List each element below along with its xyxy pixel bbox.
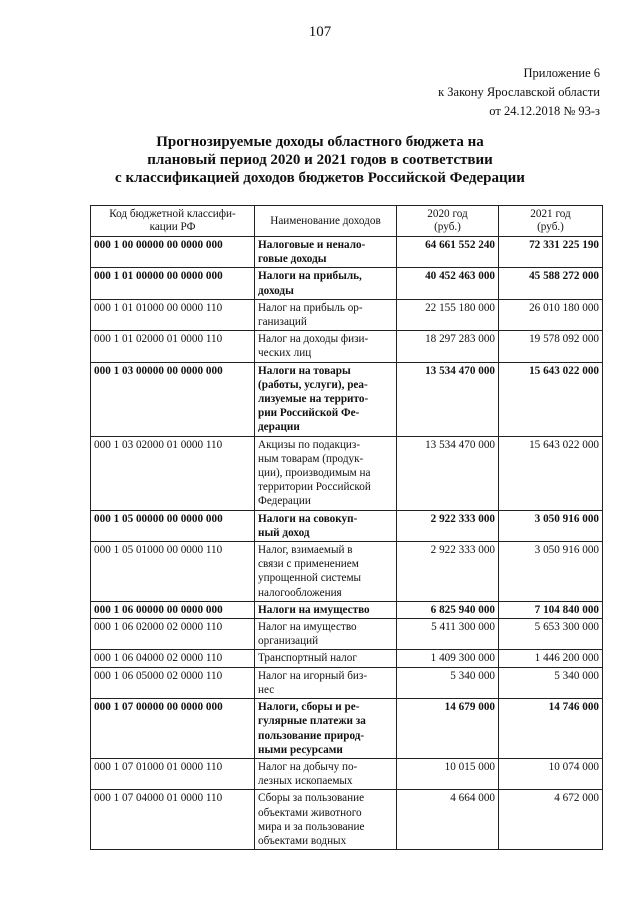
cell-name-line: Налоги на имущество <box>258 603 370 616</box>
cell-name-line: Налоги на прибыль, <box>258 270 362 283</box>
header-code-line: кации РФ <box>149 221 196 233</box>
cell-amount-2021: 45 588 272 000 <box>499 268 603 299</box>
cell-amount-2020: 14 679 000 <box>397 699 499 759</box>
header-code <box>91 206 255 237</box>
cell-name <box>255 758 397 789</box>
cell-name <box>255 510 397 541</box>
appendix-line: от 24.12.2018 № 93-з <box>489 104 600 118</box>
cell-amount-2020: 5 340 000 <box>397 667 499 698</box>
table-row <box>91 619 603 650</box>
table-row <box>91 237 603 268</box>
cell-code: 000 1 01 01000 00 0000 110 <box>91 299 255 330</box>
cell-name-line: Налог, взимаемый в <box>258 544 353 557</box>
cell-name-line: территории Российской <box>258 481 371 494</box>
cell-name-line: объектами водных <box>258 834 347 847</box>
table-row <box>91 601 603 618</box>
title-line: Прогнозируемые доходы областного бюджета на <box>156 134 484 150</box>
cell-amount-2020: 5 411 300 000 <box>397 619 499 650</box>
cell-amount-2020: 2 922 333 000 <box>397 542 499 602</box>
page-number: 107 <box>308 24 332 40</box>
header-2021-line: 2021 год <box>530 208 571 220</box>
cell-code: 000 1 06 05000 02 0000 110 <box>91 667 255 698</box>
cell-code: 000 1 03 00000 00 0000 000 <box>91 362 255 436</box>
cell-name-line: ным товарам (продук- <box>258 452 364 465</box>
cell-name-line: Транспортный налог <box>258 652 357 665</box>
cell-name <box>255 667 397 698</box>
cell-name <box>255 601 397 618</box>
cell-name-line: Налоги, сборы и ре- <box>258 701 360 714</box>
cell-amount-2021: 15 643 022 000 <box>499 436 603 510</box>
cell-code: 000 1 03 02000 01 0000 110 <box>91 436 255 510</box>
cell-name-line: ческих лиц <box>258 347 312 360</box>
header-2021-line: (руб.) <box>537 221 564 233</box>
cell-name-line: объектами животного <box>258 806 362 819</box>
cell-amount-2021: 19 578 092 000 <box>499 331 603 362</box>
cell-code: 000 1 01 00000 00 0000 000 <box>91 268 255 299</box>
appendix-line: к Закону Ярославской области <box>438 85 600 99</box>
table-row <box>91 650 603 667</box>
cell-code: 000 1 07 01000 01 0000 110 <box>91 758 255 789</box>
cell-amount-2021: 3 050 916 000 <box>499 510 603 541</box>
cell-amount-2020: 64 661 552 240 <box>397 237 499 268</box>
cell-amount-2021: 10 074 000 <box>499 758 603 789</box>
cell-name <box>255 299 397 330</box>
cell-name-line: налогообложения <box>258 586 342 599</box>
cell-name-line: пользование природ- <box>258 729 365 742</box>
cell-name <box>255 619 397 650</box>
cell-name-line: Сборы за пользование <box>258 792 365 805</box>
cell-amount-2021: 15 643 022 000 <box>499 362 603 436</box>
cell-name-line: мира и за пользование <box>258 820 365 833</box>
cell-name <box>255 699 397 759</box>
appendix-line: Приложение 6 <box>523 66 600 80</box>
cell-name-line: доходы <box>258 284 294 297</box>
cell-amount-2021: 1 446 200 000 <box>499 650 603 667</box>
cell-name-line: рии Российской Фе- <box>258 407 360 420</box>
cell-amount-2020: 13 534 470 000 <box>397 362 499 436</box>
cell-name-line: организаций <box>258 635 319 648</box>
cell-name-line: Федерации <box>258 495 311 508</box>
cell-name <box>255 268 397 299</box>
cell-name-line: ный доход <box>258 526 310 539</box>
header-code-line: Код бюджетной классифи- <box>109 208 236 220</box>
cell-amount-2021: 7 104 840 000 <box>499 601 603 618</box>
header-2020 <box>397 206 499 237</box>
header-2020-line: 2020 год <box>427 208 468 220</box>
cell-name-line: (работы, услуги), реа- <box>258 378 368 391</box>
cell-code: 000 1 07 00000 00 0000 000 <box>91 699 255 759</box>
table-row <box>91 542 603 602</box>
cell-code: 000 1 05 00000 00 0000 000 <box>91 510 255 541</box>
cell-name-line: Налоговые и ненало- <box>258 239 366 251</box>
header-2021 <box>499 206 603 237</box>
cell-name-line: Акцизы по подакциз- <box>258 438 361 451</box>
header-name: Наименование доходов <box>255 206 397 237</box>
header-2020-line: (руб.) <box>434 221 461 233</box>
table-row <box>91 790 603 850</box>
cell-code: 000 1 01 02000 01 0000 110 <box>91 331 255 362</box>
cell-code: 000 1 06 02000 02 0000 110 <box>91 619 255 650</box>
cell-code: 000 1 06 04000 02 0000 110 <box>91 650 255 667</box>
cell-name <box>255 331 397 362</box>
table-header-row <box>91 206 603 237</box>
cell-amount-2020: 40 452 463 000 <box>397 268 499 299</box>
cell-amount-2020: 18 297 283 000 <box>397 331 499 362</box>
cell-name <box>255 542 397 602</box>
cell-amount-2020: 2 922 333 000 <box>397 510 499 541</box>
appendix-reference <box>438 64 600 121</box>
cell-name-line: лизуемые на террито- <box>258 393 369 406</box>
document-title <box>0 133 640 187</box>
cell-amount-2020: 4 664 000 <box>397 790 499 850</box>
cell-name-line: ными ресурсами <box>258 743 343 756</box>
cell-amount-2021: 5 653 300 000 <box>499 619 603 650</box>
cell-name-line: ганизаций <box>258 316 307 329</box>
cell-name-line: Налоги на совокуп- <box>258 512 358 525</box>
cell-name-line: ции), производимым на <box>258 467 371 480</box>
table-row <box>91 699 603 759</box>
table-row <box>91 268 603 299</box>
cell-amount-2021: 72 331 225 190 <box>499 237 603 268</box>
table-row <box>91 362 603 436</box>
cell-amount-2020: 6 825 940 000 <box>397 601 499 618</box>
cell-amount-2021: 26 010 180 000 <box>499 299 603 330</box>
cell-name-line: Налог на прибыль ор- <box>258 301 363 314</box>
table-row <box>91 667 603 698</box>
cell-name-line: Налог на имущество <box>258 621 357 634</box>
cell-name <box>255 237 397 268</box>
cell-name <box>255 650 397 667</box>
cell-code: 000 1 06 00000 00 0000 000 <box>91 601 255 618</box>
cell-name-line: нес <box>258 683 275 696</box>
cell-name-line: Налог на игорный биз- <box>258 669 368 682</box>
table-row <box>91 331 603 362</box>
table-row <box>91 510 603 541</box>
table-row <box>91 299 603 330</box>
cell-name-line: связи с применением <box>258 558 359 571</box>
cell-name-line: лезных ископаемых <box>258 775 353 788</box>
title-line: плановый период 2020 и 2021 годов в соответствии <box>147 152 493 168</box>
title-line: с классификацией доходов бюджетов Российской Федерации <box>115 170 525 186</box>
cell-name <box>255 436 397 510</box>
cell-name-line: гулярные платежи за <box>258 715 366 728</box>
cell-name <box>255 362 397 436</box>
cell-name-line: упрощенной системы <box>258 572 362 585</box>
cell-code: 000 1 00 00000 00 0000 000 <box>91 237 255 268</box>
table-row <box>91 436 603 510</box>
cell-name-line: Налоги на товары <box>258 364 351 377</box>
cell-amount-2021: 3 050 916 000 <box>499 542 603 602</box>
cell-code: 000 1 05 01000 00 0000 110 <box>91 542 255 602</box>
cell-name-line: Налог на доходы физи- <box>258 333 369 346</box>
revenue-table <box>90 205 603 850</box>
cell-amount-2020: 13 534 470 000 <box>397 436 499 510</box>
cell-amount-2020: 10 015 000 <box>397 758 499 789</box>
cell-name-line: дерации <box>258 421 300 434</box>
cell-amount-2021: 14 746 000 <box>499 699 603 759</box>
cell-amount-2020: 1 409 300 000 <box>397 650 499 667</box>
table-row <box>91 758 603 789</box>
cell-amount-2021: 5 340 000 <box>499 667 603 698</box>
cell-code: 000 1 07 04000 01 0000 110 <box>91 790 255 850</box>
cell-name-line: Налог на добычу по- <box>258 760 358 773</box>
cell-name <box>255 790 397 850</box>
cell-amount-2021: 4 672 000 <box>499 790 603 850</box>
cell-name-line: говые доходы <box>258 253 327 266</box>
cell-amount-2020: 22 155 180 000 <box>397 299 499 330</box>
